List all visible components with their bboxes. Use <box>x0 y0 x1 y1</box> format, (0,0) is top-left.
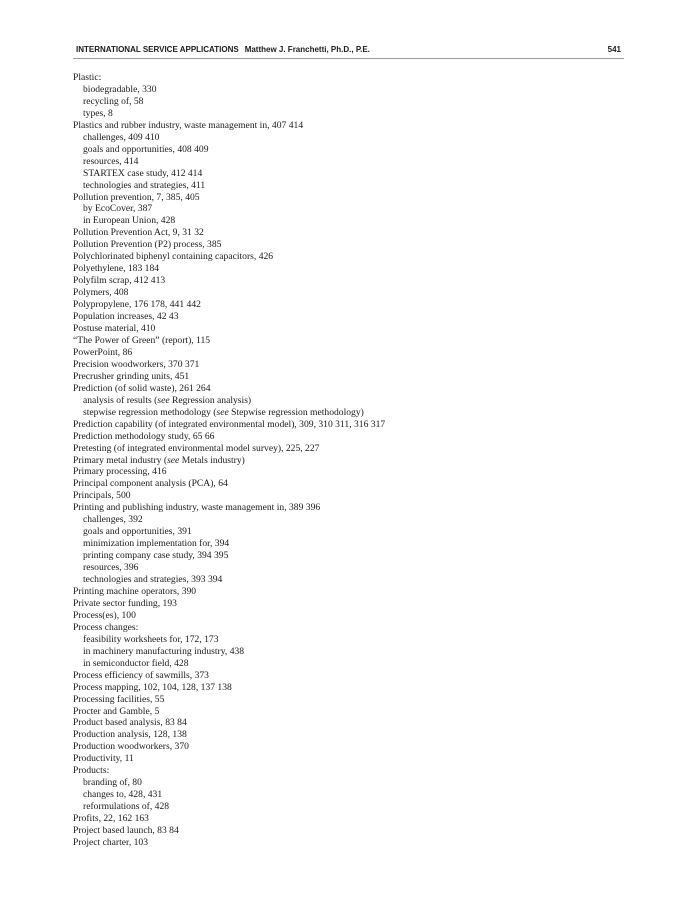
index-subentry: in European Union, 428 <box>83 215 176 227</box>
index-subentry: recycling of, 58 <box>83 95 144 107</box>
index-entry: Printing machine operators, 390 <box>73 585 197 597</box>
index-subentry: technologies and strategies, 393 394 <box>83 574 223 586</box>
index-subentry: challenges, 392 <box>83 514 143 526</box>
index-entry: Principal component analysis (PCA), 64 <box>73 478 228 490</box>
index-entry: Prediction methodology study, 65 66 <box>73 430 215 442</box>
index-entry: Plastics and rubber industry, waste management in, 407 414 <box>73 119 304 131</box>
index-subentry: printing company case study, 394 395 <box>83 550 229 562</box>
index-entry: Polyfilm scrap, 412 413 <box>73 275 166 287</box>
header-left <box>76 45 370 54</box>
index-entry: Plastic: <box>73 72 102 83</box>
see-reference: see <box>157 394 170 406</box>
index-subentry: biodegradable, 330 <box>83 83 157 95</box>
index-entry: Pretesting (of integrated environmental model survey), 225, 227 <box>73 442 320 454</box>
index-entry: Private sector funding, 193 <box>73 597 177 609</box>
entry-text: Primary metal industry ( <box>73 454 168 466</box>
index-entry: Population increases, 42 43 <box>73 311 179 323</box>
index-subentry <box>73 407 633 419</box>
index-entry: Process changes: <box>73 621 139 633</box>
index-subentry: resources, 414 <box>83 155 139 167</box>
index-entry: Profits, 22, 162 163 <box>73 813 149 825</box>
page-number: 541 <box>607 45 621 54</box>
entry-text: Metals industry) <box>179 454 245 466</box>
index-entry: Polychlorinated biphenyl containing capacitors, 426 <box>73 251 274 263</box>
entry-text: stepwise regression methodology ( <box>83 406 217 418</box>
entry-text: Stepwise regression methodology) <box>228 406 364 418</box>
index-entry: Principals, 500 <box>73 490 131 502</box>
index-subentry: feasibility worksheets for, 172, 173 <box>83 633 219 645</box>
index-entry: Process efficiency of sawmills, 373 <box>73 669 209 681</box>
index-entry: Primary processing, 416 <box>73 466 167 478</box>
index-subentry: changes to, 428, 431 <box>83 789 163 801</box>
index-entry: Product based analysis, 83 84 <box>73 717 187 729</box>
index-entry: Procter and Gamble, 5 <box>73 705 160 717</box>
index-subentry: goals and opportunities, 391 <box>83 526 192 538</box>
index-entry: Processing facilities, 55 <box>73 693 165 705</box>
index-entry: Polymers, 408 <box>73 287 129 299</box>
index-entry: Project based launch, 83 84 <box>73 825 179 837</box>
index-subentry: minimization implementation for, 394 <box>83 538 230 550</box>
index-subentry: in machinery manufacturing industry, 438 <box>83 645 245 657</box>
index-subentry <box>73 395 633 407</box>
index-subentry: technologies and strategies, 411 <box>83 179 206 191</box>
index-entry: Polypropylene, 176 178, 441 442 <box>73 299 201 311</box>
entry-text: Regression analysis) <box>169 394 252 406</box>
page-header <box>73 42 624 59</box>
index-entry: Pollution prevention, 7, 385, 405 <box>73 191 200 203</box>
index-subentry: in semiconductor field, 428 <box>83 657 189 669</box>
index-entry: Production analysis, 128, 138 <box>73 729 187 741</box>
index-entry: Prediction capability (of integrated environmental model), 309, 310 311, 316 317 <box>73 418 386 430</box>
see-reference: see <box>167 454 180 466</box>
entry-text: analysis of results ( <box>83 394 158 406</box>
index-subentry: STARTEX case study, 412 414 <box>83 167 203 179</box>
index-subentry: reformulations of, 428 <box>83 801 170 813</box>
index-entry: Products: <box>73 765 110 777</box>
index-entry: Polyethylene, 183 184 <box>73 263 160 275</box>
index-entry: Process mapping, 102, 104, 128, 137 138 <box>73 681 232 693</box>
index-entry: Precrusher grinding units, 451 <box>73 370 190 382</box>
index-entry: Pollution Prevention (P2) process, 385 <box>73 239 222 251</box>
index-entry: Pollution Prevention Act, 9, 31 32 <box>73 227 204 239</box>
index-entry: Precision woodworkers, 370 371 <box>73 358 200 370</box>
author-name: Matthew J. Franchetti, Ph.D., P.E. <box>244 45 370 54</box>
index-subentry: challenges, 409 410 <box>83 131 160 143</box>
index-entry: “The Power of Green” (report), 115 <box>73 334 211 346</box>
index-subentry: resources, 396 <box>83 562 139 574</box>
index-entry: Process(es), 100 <box>73 609 136 621</box>
index-entry: Printing and publishing industry, waste management in, 389 396 <box>73 502 321 514</box>
running-title: INTERNATIONAL SERVICE APPLICATIONS <box>76 45 239 54</box>
index-entry: Production woodworkers, 370 <box>73 741 189 753</box>
index-entry: Postuse material, 410 <box>73 323 156 335</box>
index-subentry: branding of, 80 <box>83 777 142 789</box>
index-subentry: types, 8 <box>83 107 113 119</box>
index-entry: Prediction (of solid waste), 261 264 <box>73 382 211 394</box>
index-list <box>73 72 633 849</box>
index-entry: Project charter, 103 <box>73 837 149 848</box>
index-subentry: by EcoCover, 387 <box>83 203 153 215</box>
index-entry: PowerPoint, 86 <box>73 346 133 358</box>
index-entry <box>73 455 633 467</box>
see-reference: see <box>216 406 229 418</box>
index-entry: Productivity, 11 <box>73 753 134 765</box>
index-subentry: goals and opportunities, 408 409 <box>83 143 209 155</box>
